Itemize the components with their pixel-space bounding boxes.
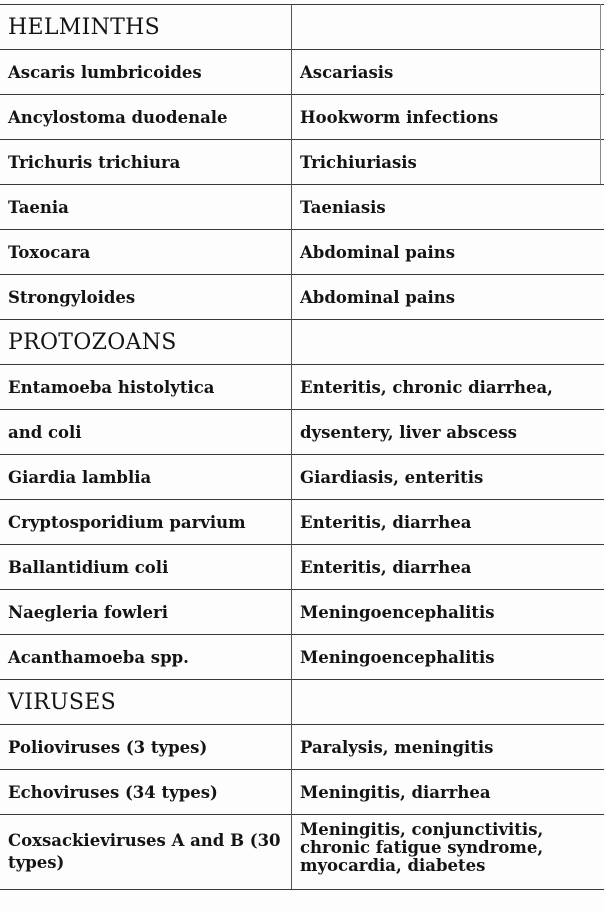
empty-cell — [292, 320, 604, 365]
table-row — [0, 455, 604, 500]
organism-cell: Trichuris trichiura — [0, 140, 292, 185]
disease-cell: Paralysis, meningitis — [292, 725, 604, 770]
disease-cell: Enteritis, diarrhea — [292, 545, 604, 590]
table-row — [0, 635, 604, 680]
disease-cell: Meningoencephalitis — [292, 635, 604, 680]
disease-cell: dysentery, liver abscess — [292, 410, 604, 455]
table-row — [0, 230, 604, 275]
table-border — [600, 4, 601, 184]
table-row — [0, 815, 604, 890]
organism-cell: Strongyloides — [0, 275, 292, 320]
organism-cell: Taenia — [0, 185, 292, 230]
disease-cell — [292, 815, 604, 890]
organism-cell: Ancylostoma duodenale — [0, 95, 292, 140]
disease-cell: Enteritis, diarrhea — [292, 500, 604, 545]
empty-cell — [292, 5, 604, 50]
organism-cell: Acanthamoeba spp. — [0, 635, 292, 680]
disease-text: Meningitis, conjunctivitis, chronic fatigue syndrome, myocardia, diabetes — [300, 821, 544, 875]
table-row — [0, 140, 604, 185]
table-row — [0, 185, 604, 230]
organism-cell: Coxsackieviruses A and B (30 types) — [0, 815, 292, 890]
organism-cell: and coli — [0, 410, 292, 455]
table-row — [0, 725, 604, 770]
empty-cell — [292, 680, 604, 725]
disease-cell: Ascariasis — [292, 50, 604, 95]
table-row — [0, 95, 604, 140]
table-row — [0, 545, 604, 590]
organism-cell: Ascaris lumbricoides — [0, 50, 292, 95]
table-row — [0, 500, 604, 545]
organism-cell: Entamoeba histolytica — [0, 365, 292, 410]
table-row — [0, 50, 604, 95]
disease-cell: Abdominal pains — [292, 275, 604, 320]
table-row — [0, 590, 604, 635]
pathogen-disease-table — [0, 4, 604, 890]
disease-cell: Meningoencephalitis — [292, 590, 604, 635]
organism-cell: Polioviruses (3 types) — [0, 725, 292, 770]
disease-cell: Hookworm infections — [292, 95, 604, 140]
disease-cell: Enteritis, chronic diarrhea, — [292, 365, 604, 410]
section-title: HELMINTHS — [0, 5, 292, 50]
table-row — [0, 410, 604, 455]
section-title: VIRUSES — [0, 680, 292, 725]
section-header-row — [0, 320, 604, 365]
disease-cell: Taeniasis — [292, 185, 604, 230]
disease-cell: Trichiuriasis — [292, 140, 604, 185]
section-header-row — [0, 5, 604, 50]
organism-cell: Ballantidium coli — [0, 545, 292, 590]
table-row — [0, 365, 604, 410]
organism-cell: Toxocara — [0, 230, 292, 275]
table-row — [0, 275, 604, 320]
organism-cell: Giardia lamblia — [0, 455, 292, 500]
disease-cell: Giardiasis, enteritis — [292, 455, 604, 500]
organism-cell: Echoviruses (34 types) — [0, 770, 292, 815]
section-title: PROTOZOANS — [0, 320, 292, 365]
table-row — [0, 770, 604, 815]
organism-cell: Naegleria fowleri — [0, 590, 292, 635]
disease-cell: Meningitis, diarrhea — [292, 770, 604, 815]
organism-cell: Cryptosporidium parvium — [0, 500, 292, 545]
disease-cell: Abdominal pains — [292, 230, 604, 275]
section-header-row — [0, 680, 604, 725]
